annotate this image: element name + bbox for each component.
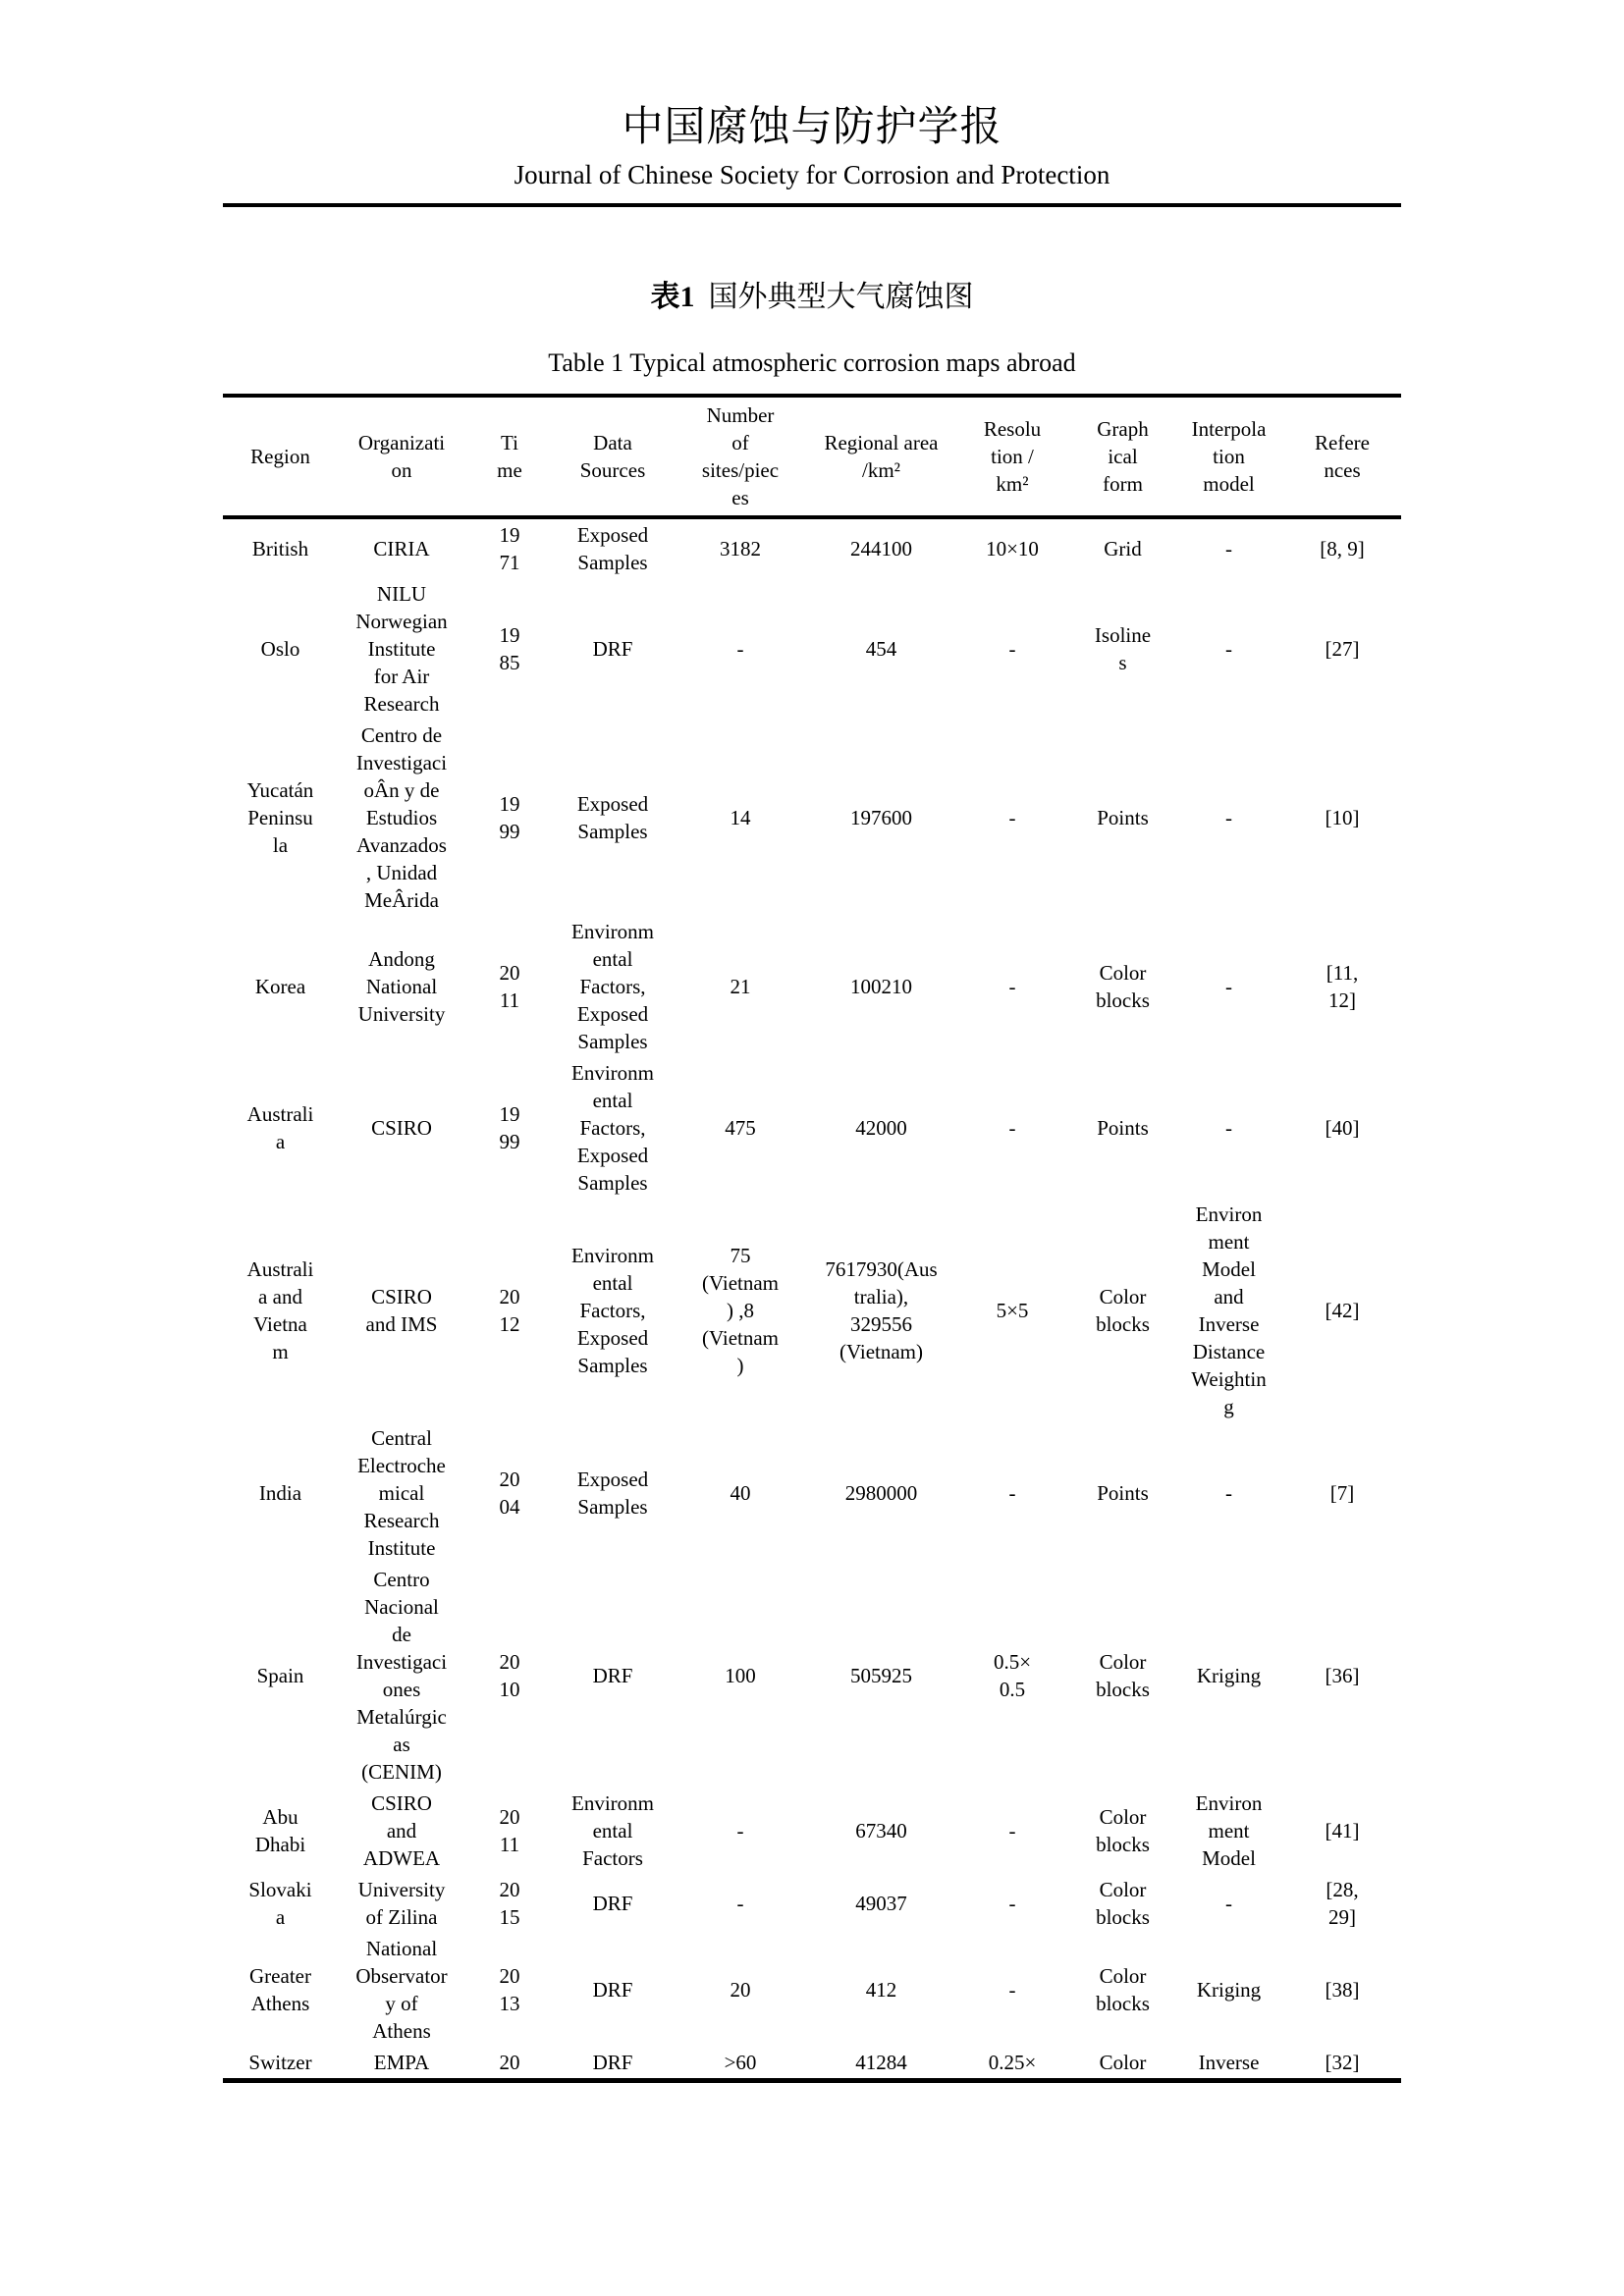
- cell-data-sources: DRF: [592, 637, 633, 661]
- cell-region: Korea: [254, 975, 306, 998]
- cell-graphical-form: Color blocks: [1096, 1964, 1150, 2015]
- cell-region: Greater Athens: [249, 1964, 311, 2015]
- cell-number-of-sites: -: [736, 637, 744, 661]
- cell-time: 2011: [499, 961, 520, 1012]
- cell-organization: CIRIA: [373, 537, 430, 561]
- cell-data-sources: DRF: [592, 2051, 633, 2074]
- cell-interpolation-model: -: [1225, 975, 1232, 998]
- cell-resolution: -: [1008, 1481, 1016, 1505]
- cell-time: 1971: [499, 523, 520, 574]
- cell-references: [7]: [1329, 1481, 1355, 1505]
- table-row: [223, 1057, 1401, 1199]
- cell-organization: Centro de InvestigacioÂn y de Estudios Avanzados , Unidad MeÂrida: [355, 723, 448, 912]
- cell-region: Switzer: [248, 2051, 312, 2074]
- table-row: [223, 1199, 1401, 1422]
- cell-interpolation-model: Environment Model and Inverse Distance Weighting: [1191, 1202, 1267, 1418]
- cell-data-sources: Environmental Factors, Exposed Samples: [571, 1061, 654, 1195]
- cell-resolution: 5×5: [996, 1299, 1029, 1322]
- cell-number-of-sites: 100: [725, 1664, 756, 1687]
- cell-graphical-form: Color: [1099, 2051, 1147, 2074]
- col-header-organization: Organization: [357, 431, 446, 482]
- cell-interpolation-model: Inverse: [1198, 2051, 1260, 2074]
- cell-references: [38]: [1325, 1978, 1360, 2002]
- cell-time: 2004: [499, 1468, 520, 1519]
- cell-region: Oslo: [260, 637, 300, 661]
- cell-graphical-form: Color blocks: [1096, 1285, 1150, 1336]
- cell-region: Slovakia: [248, 1878, 312, 1929]
- cell-number-of-sites: 75 (Vietnam) ,8 (Vietnam): [701, 1244, 780, 1377]
- cell-references: [40]: [1325, 1116, 1360, 1140]
- cell-organization: NILU Norwegian Institute for Air Research: [355, 582, 448, 716]
- cell-regional-area: 7617930(Australia), 329556 (Vietnam): [825, 1257, 938, 1363]
- cell-regional-area: 49037: [855, 1892, 907, 1915]
- cell-interpolation-model: -: [1225, 1892, 1232, 1915]
- cell-interpolation-model: Environment Model: [1195, 1791, 1263, 1870]
- cell-time: 2012: [499, 1285, 520, 1336]
- cell-regional-area: 505925: [850, 1664, 912, 1687]
- cell-resolution: 10×10: [986, 537, 1039, 561]
- cell-regional-area: 454: [865, 637, 897, 661]
- table-body: [223, 517, 1401, 2081]
- cell-graphical-form: Color blocks: [1096, 1805, 1150, 1856]
- table-caption-zh-label: 表1: [650, 281, 695, 313]
- cell-resolution: 0.25×: [988, 2051, 1037, 2074]
- cell-time: 1999: [499, 1102, 520, 1153]
- cell-graphical-form: Isolines: [1094, 623, 1152, 674]
- page: [223, 0, 1401, 2083]
- cell-references: [10]: [1325, 806, 1360, 829]
- cell-time: 1999: [499, 792, 520, 843]
- col-header-interpolation-model: Interpolation model: [1191, 417, 1267, 496]
- cell-regional-area: 244100: [850, 537, 912, 561]
- table-row: [223, 2047, 1401, 2081]
- cell-references: [36]: [1325, 1664, 1360, 1687]
- table-row: [223, 1422, 1401, 1564]
- cell-organization: Central Electrochemical Research Institute: [357, 1426, 446, 1560]
- cell-organization: University of Zilina: [357, 1878, 446, 1929]
- col-header-resolution: Resolution / km²: [983, 417, 1042, 496]
- cell-region: British: [251, 537, 309, 561]
- cell-regional-area: 412: [865, 1978, 897, 2002]
- cell-regional-area: 197600: [850, 806, 912, 829]
- cell-organization: CSIRO and IMS: [365, 1285, 438, 1336]
- cell-data-sources: Environmental Factors, Exposed Samples: [571, 920, 654, 1053]
- cell-regional-area: 100210: [850, 975, 912, 998]
- cell-region: Australia: [246, 1102, 314, 1153]
- cell-data-sources: Exposed Samples: [576, 523, 649, 574]
- cell-references: [41]: [1325, 1819, 1360, 1842]
- cell-data-sources: DRF: [592, 1664, 633, 1687]
- table-row: [223, 578, 1401, 720]
- cell-region: Yucatán Peninsula: [246, 778, 314, 857]
- cell-regional-area: 67340: [855, 1819, 907, 1842]
- col-header-graphical-form: Graphical form: [1097, 417, 1149, 496]
- cell-interpolation-model: -: [1225, 1481, 1232, 1505]
- cell-interpolation-model: Kriging: [1196, 1978, 1262, 2002]
- cell-organization: EMPA: [373, 2051, 430, 2074]
- cell-references: [11, 12]: [1326, 961, 1359, 1012]
- cell-resolution: -: [1008, 1819, 1016, 1842]
- masthead-rule: [223, 203, 1401, 207]
- cell-resolution: -: [1008, 975, 1016, 998]
- cell-graphical-form: Grid: [1104, 537, 1142, 561]
- table-row: [223, 1874, 1401, 1933]
- col-header-regional-area: Regional area /km²: [824, 431, 939, 482]
- journal-title-en: Journal of Chinese Society for Corrosion and Protection: [514, 160, 1110, 189]
- cell-data-sources: Environmental Factors: [571, 1791, 654, 1870]
- table-row: [223, 1564, 1401, 1788]
- cell-interpolation-model: -: [1225, 637, 1232, 661]
- cell-organization: CSIRO and ADWEA: [362, 1791, 441, 1870]
- cell-time: 2010: [499, 1650, 520, 1701]
- cell-graphical-form: Color blocks: [1096, 961, 1150, 1012]
- cell-time: 2011: [499, 1805, 520, 1856]
- cell-time: 2013: [499, 1964, 520, 2015]
- cell-number-of-sites: 3182: [720, 537, 761, 561]
- cell-organization: Centro Nacional de Investigaciones Metalúrgicas (CENIM): [355, 1568, 448, 1784]
- table-caption-en: Table 1 Typical atmospheric corrosion maps abroad: [548, 348, 1076, 377]
- cell-graphical-form: Points: [1097, 1481, 1149, 1505]
- cell-graphical-form: Points: [1097, 806, 1149, 829]
- cell-interpolation-model: -: [1225, 806, 1232, 829]
- col-header-references: References: [1315, 431, 1370, 482]
- col-header-data-sources: Data Sources: [579, 431, 646, 482]
- cell-resolution: 0.5× 0.5: [993, 1650, 1032, 1701]
- table-row: [223, 916, 1401, 1057]
- header-row: [223, 396, 1401, 517]
- table-caption-zh: [223, 280, 1401, 315]
- cell-resolution: -: [1008, 1978, 1016, 2002]
- cell-interpolation-model: Kriging: [1196, 1664, 1262, 1687]
- cell-data-sources: Exposed Samples: [576, 1468, 649, 1519]
- col-header-number-of-sites: Number of sites/pieces: [701, 403, 780, 509]
- cell-resolution: -: [1008, 806, 1016, 829]
- cell-regional-area: 42000: [855, 1116, 907, 1140]
- table-row: [223, 720, 1401, 916]
- cell-number-of-sites: -: [736, 1819, 744, 1842]
- cell-region: India: [258, 1481, 302, 1505]
- cell-time: 1985: [499, 623, 520, 674]
- cell-interpolation-model: -: [1225, 1116, 1232, 1140]
- cell-resolution: -: [1008, 1892, 1016, 1915]
- cell-resolution: -: [1008, 1116, 1016, 1140]
- cell-number-of-sites: 475: [725, 1116, 756, 1140]
- cell-data-sources: Environmental Factors, Exposed Samples: [571, 1244, 654, 1377]
- cell-graphical-form: Color blocks: [1096, 1650, 1150, 1701]
- cell-region: Australia and Vietnam: [246, 1257, 314, 1363]
- table-row: [223, 517, 1401, 578]
- col-header-region: Region: [250, 445, 310, 468]
- cell-organization: Andong National University: [357, 947, 446, 1026]
- cell-references: [42]: [1325, 1299, 1360, 1322]
- cell-data-sources: DRF: [592, 1978, 633, 2002]
- cell-references: [27]: [1325, 637, 1360, 661]
- journal-title-zh: 中国腐蚀与防护学报: [622, 105, 1002, 150]
- cell-region: Abu Dhabi: [254, 1805, 306, 1856]
- cell-graphical-form: Points: [1097, 1116, 1149, 1140]
- cell-time: 2015: [499, 1878, 520, 1929]
- cell-number-of-sites: >60: [724, 2051, 757, 2074]
- table-header: [223, 396, 1401, 517]
- cell-number-of-sites: 21: [730, 975, 751, 998]
- table-row: [223, 1933, 1401, 2047]
- cell-regional-area: 2980000: [844, 1481, 918, 1505]
- cell-graphical-form: Color blocks: [1096, 1878, 1150, 1929]
- cell-time: 20: [499, 2051, 520, 2074]
- cell-interpolation-model: -: [1225, 537, 1232, 561]
- cell-organization: National Observatory of Athens: [355, 1937, 448, 2043]
- cell-number-of-sites: 40: [730, 1481, 751, 1505]
- cell-organization: CSIRO: [371, 1116, 432, 1140]
- cell-regional-area: 41284: [855, 2051, 907, 2074]
- cell-references: [28, 29]: [1326, 1878, 1359, 1929]
- col-header-time: Time: [497, 431, 522, 482]
- cell-data-sources: Exposed Samples: [576, 792, 649, 843]
- cell-number-of-sites: -: [736, 1892, 744, 1915]
- cell-number-of-sites: 14: [730, 806, 751, 829]
- cell-number-of-sites: 20: [730, 1978, 751, 2002]
- cell-data-sources: DRF: [592, 1892, 633, 1915]
- table-caption-zh-text: 国外典型大气腐蚀图: [708, 281, 974, 313]
- corrosion-maps-table: [223, 394, 1401, 2083]
- table-row: [223, 1788, 1401, 1874]
- cell-references: [32]: [1325, 2051, 1360, 2074]
- cell-region: Spain: [256, 1664, 304, 1687]
- cell-resolution: -: [1008, 637, 1016, 661]
- cell-references: [8, 9]: [1320, 537, 1365, 561]
